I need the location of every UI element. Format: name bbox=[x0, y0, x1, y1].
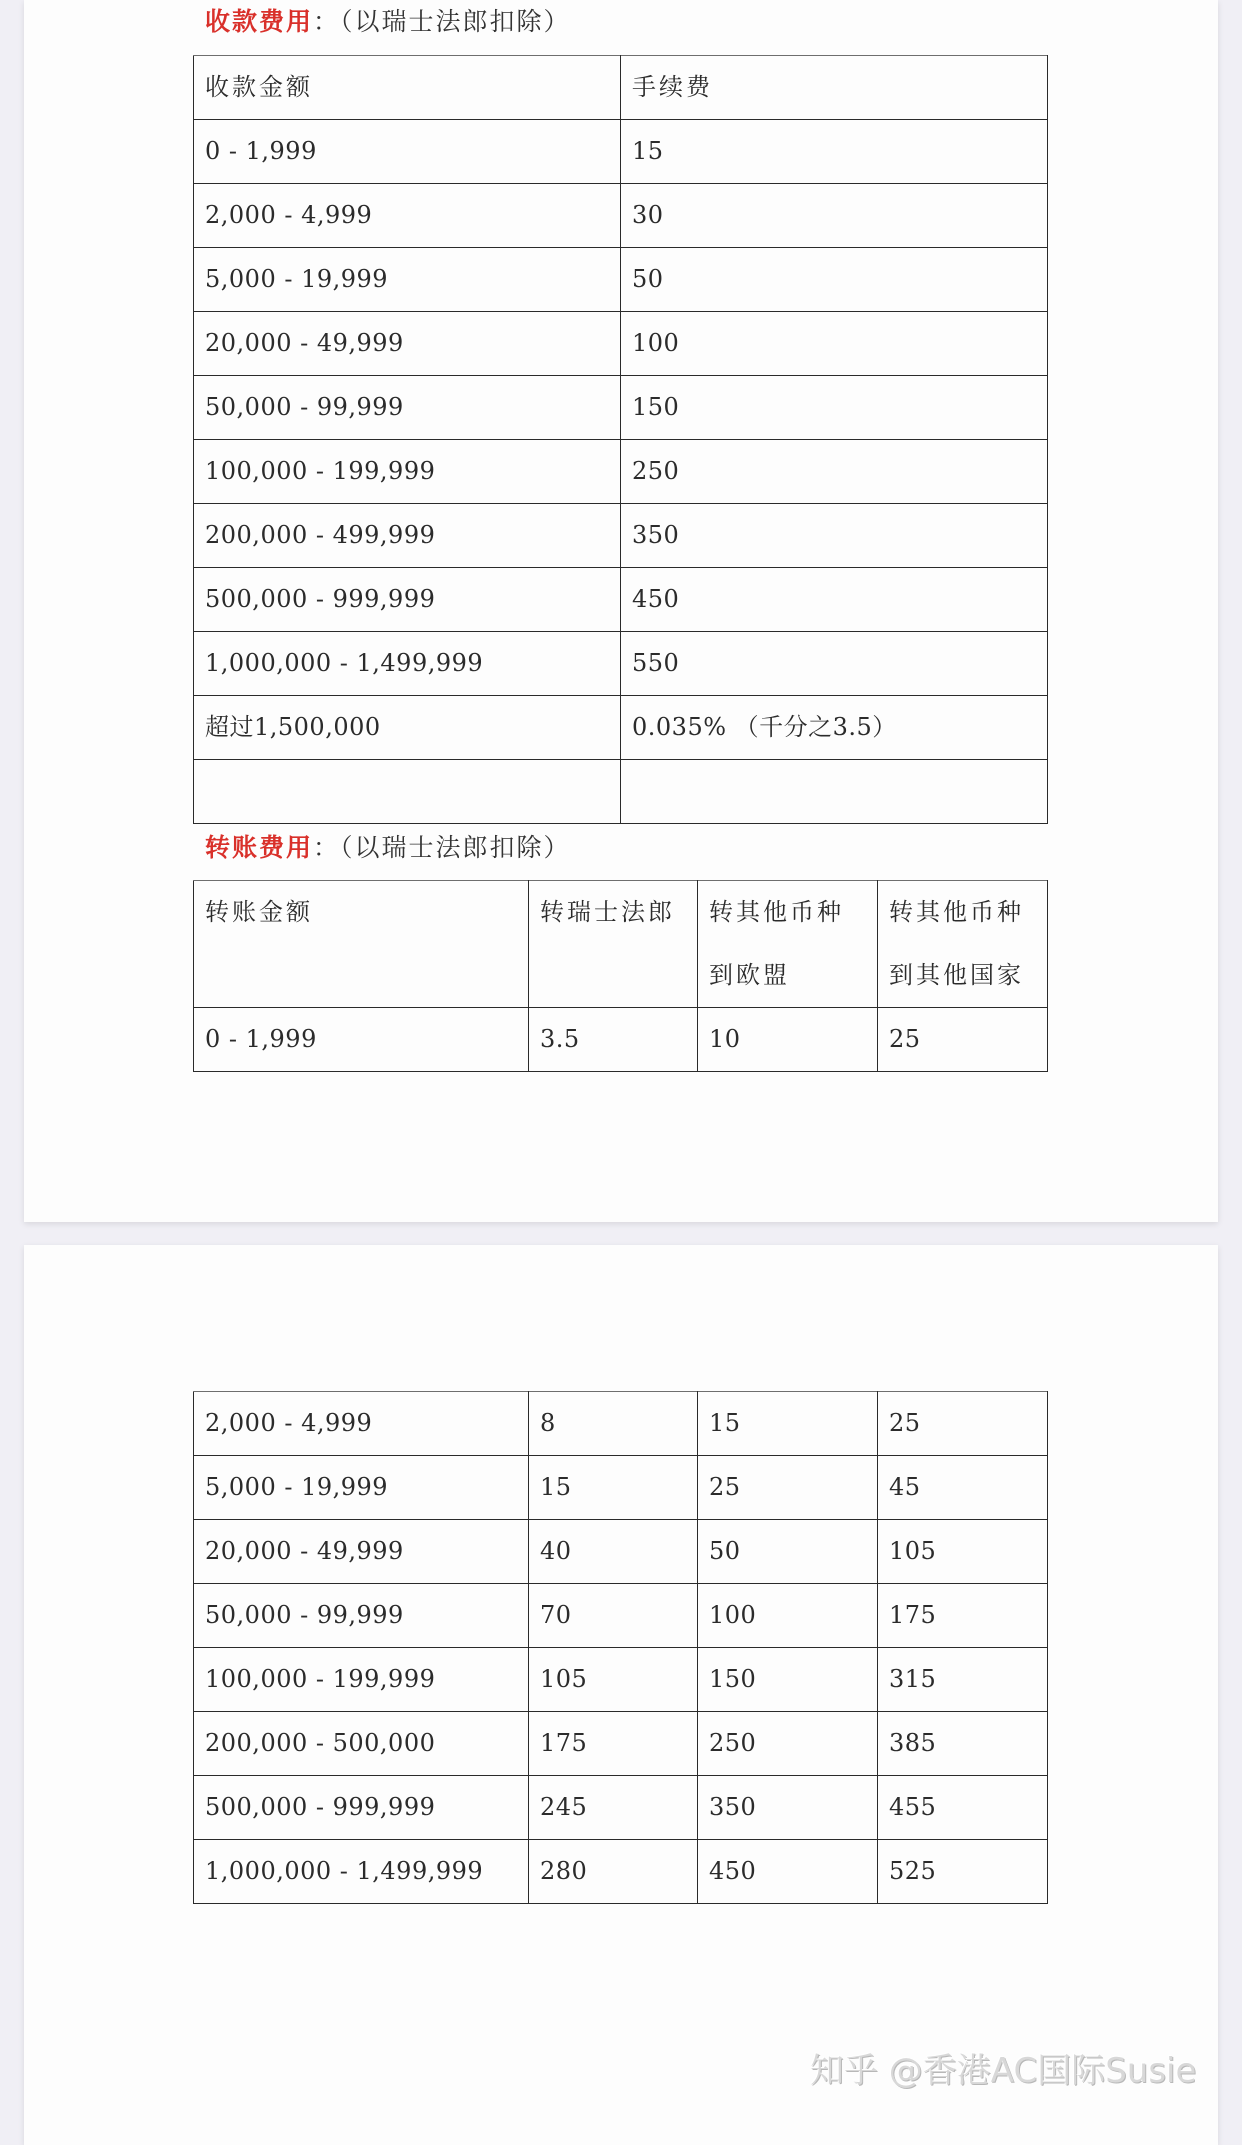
amount-range: 500,000 - 999,999 bbox=[194, 568, 621, 632]
amount-range bbox=[194, 760, 621, 824]
receiving-fees-title-highlight: 收款费用 bbox=[205, 7, 314, 36]
table-row bbox=[194, 504, 1048, 568]
fee-eu: 10 bbox=[698, 1008, 878, 1072]
fee-chf: 70 bbox=[529, 1584, 698, 1648]
zhihu-watermark: 知乎 @香港AC国际Susie bbox=[810, 2051, 1197, 2091]
fee-eu: 100 bbox=[698, 1584, 878, 1648]
transfer-fees-title bbox=[205, 832, 571, 864]
fee-value: 450 bbox=[621, 568, 1048, 632]
fee-eu: 50 bbox=[698, 1520, 878, 1584]
fee-value: 150 bbox=[621, 376, 1048, 440]
header-to-chf: 转瑞士法郎 bbox=[529, 881, 698, 1008]
fee-eu: 250 bbox=[698, 1712, 878, 1776]
fee-chf: 280 bbox=[529, 1840, 698, 1904]
fee-eu: 25 bbox=[698, 1456, 878, 1520]
table-row bbox=[194, 632, 1048, 696]
transfer-fees-title-note: ：（以瑞士法郎扣除） bbox=[313, 833, 571, 862]
header-transfer-amount: 转账金额 bbox=[194, 881, 529, 1008]
table-row bbox=[194, 376, 1048, 440]
fee-chf: 15 bbox=[529, 1456, 698, 1520]
amount-range: 2,000 - 4,999 bbox=[194, 184, 621, 248]
fee-other: 525 bbox=[878, 1840, 1048, 1904]
table-header-row bbox=[194, 881, 1048, 1008]
fee-chf: 3.5 bbox=[529, 1008, 698, 1072]
amount-range: 20,000 - 49,999 bbox=[194, 1520, 529, 1584]
table-row bbox=[194, 1776, 1048, 1840]
amount-range: 50,000 - 99,999 bbox=[194, 1584, 529, 1648]
fee-other: 385 bbox=[878, 1712, 1048, 1776]
amount-range: 100,000 - 199,999 bbox=[194, 1648, 529, 1712]
table-row bbox=[194, 120, 1048, 184]
table-row bbox=[194, 1712, 1048, 1776]
table-row bbox=[194, 1392, 1048, 1456]
table-row-empty bbox=[194, 760, 1048, 824]
fee-other: 25 bbox=[878, 1008, 1048, 1072]
table-row bbox=[194, 1520, 1048, 1584]
header-receive-amount: 收款金额 bbox=[194, 56, 621, 120]
fee-value: 250 bbox=[621, 440, 1048, 504]
fee-other: 45 bbox=[878, 1456, 1048, 1520]
fee-value bbox=[621, 760, 1048, 824]
table-row bbox=[194, 1008, 1048, 1072]
fee-other: 105 bbox=[878, 1520, 1048, 1584]
table-row bbox=[194, 312, 1048, 376]
fee-eu: 15 bbox=[698, 1392, 878, 1456]
amount-range: 200,000 - 500,000 bbox=[194, 1712, 529, 1776]
fee-other: 175 bbox=[878, 1584, 1048, 1648]
fee-chf: 8 bbox=[529, 1392, 698, 1456]
amount-range: 5,000 - 19,999 bbox=[194, 248, 621, 312]
receiving-fees-table bbox=[193, 55, 1048, 824]
amount-range: 200,000 - 499,999 bbox=[194, 504, 621, 568]
fee-other: 25 bbox=[878, 1392, 1048, 1456]
amount-range: 0 - 1,999 bbox=[194, 1008, 529, 1072]
table-row bbox=[194, 1840, 1048, 1904]
amount-range: 5,000 - 19,999 bbox=[194, 1456, 529, 1520]
fee-eu: 150 bbox=[698, 1648, 878, 1712]
fee-other: 455 bbox=[878, 1776, 1048, 1840]
fee-value: 0.035% （千分之3.5） bbox=[621, 696, 1048, 760]
table-row bbox=[194, 440, 1048, 504]
fee-value: 100 bbox=[621, 312, 1048, 376]
table-row bbox=[194, 1584, 1048, 1648]
fee-value: 350 bbox=[621, 504, 1048, 568]
transfer-fees-title-highlight: 转账费用 bbox=[205, 833, 314, 862]
amount-range: 0 - 1,999 bbox=[194, 120, 621, 184]
fee-chf: 105 bbox=[529, 1648, 698, 1712]
fee-chf: 175 bbox=[529, 1712, 698, 1776]
fee-chf: 245 bbox=[529, 1776, 698, 1840]
table-row bbox=[194, 1456, 1048, 1520]
fee-value: 550 bbox=[621, 632, 1048, 696]
fee-chf: 40 bbox=[529, 1520, 698, 1584]
table-row bbox=[194, 568, 1048, 632]
table-row bbox=[194, 1648, 1048, 1712]
table-row bbox=[194, 696, 1048, 760]
amount-range: 1,000,000 - 1,499,999 bbox=[194, 632, 621, 696]
fee-value: 15 bbox=[621, 120, 1048, 184]
table-row bbox=[194, 184, 1048, 248]
receiving-fees-title bbox=[205, 6, 571, 38]
table-header-row bbox=[194, 56, 1048, 120]
header-fee: 手续费 bbox=[621, 56, 1048, 120]
table-row bbox=[194, 248, 1048, 312]
amount-range: 超过1,500,000 bbox=[194, 696, 621, 760]
amount-range: 500,000 - 999,999 bbox=[194, 1776, 529, 1840]
amount-range: 100,000 - 199,999 bbox=[194, 440, 621, 504]
receiving-fees-title-note: ：（以瑞士法郎扣除） bbox=[313, 7, 571, 36]
transfer-fees-table bbox=[193, 880, 1048, 1072]
fee-eu: 350 bbox=[698, 1776, 878, 1840]
fee-value: 30 bbox=[621, 184, 1048, 248]
amount-range: 2,000 - 4,999 bbox=[194, 1392, 529, 1456]
amount-range: 50,000 - 99,999 bbox=[194, 376, 621, 440]
header-other-currency-eu: 转其他币种 到欧盟 bbox=[698, 881, 878, 1008]
fee-eu: 450 bbox=[698, 1840, 878, 1904]
amount-range: 1,000,000 - 1,499,999 bbox=[194, 1840, 529, 1904]
header-other-currency-other-countries: 转其他币种 到其他国家 bbox=[878, 881, 1048, 1008]
fee-value: 50 bbox=[621, 248, 1048, 312]
transfer-fees-table-continued bbox=[193, 1391, 1048, 1904]
amount-range: 20,000 - 49,999 bbox=[194, 312, 621, 376]
fee-other: 315 bbox=[878, 1648, 1048, 1712]
